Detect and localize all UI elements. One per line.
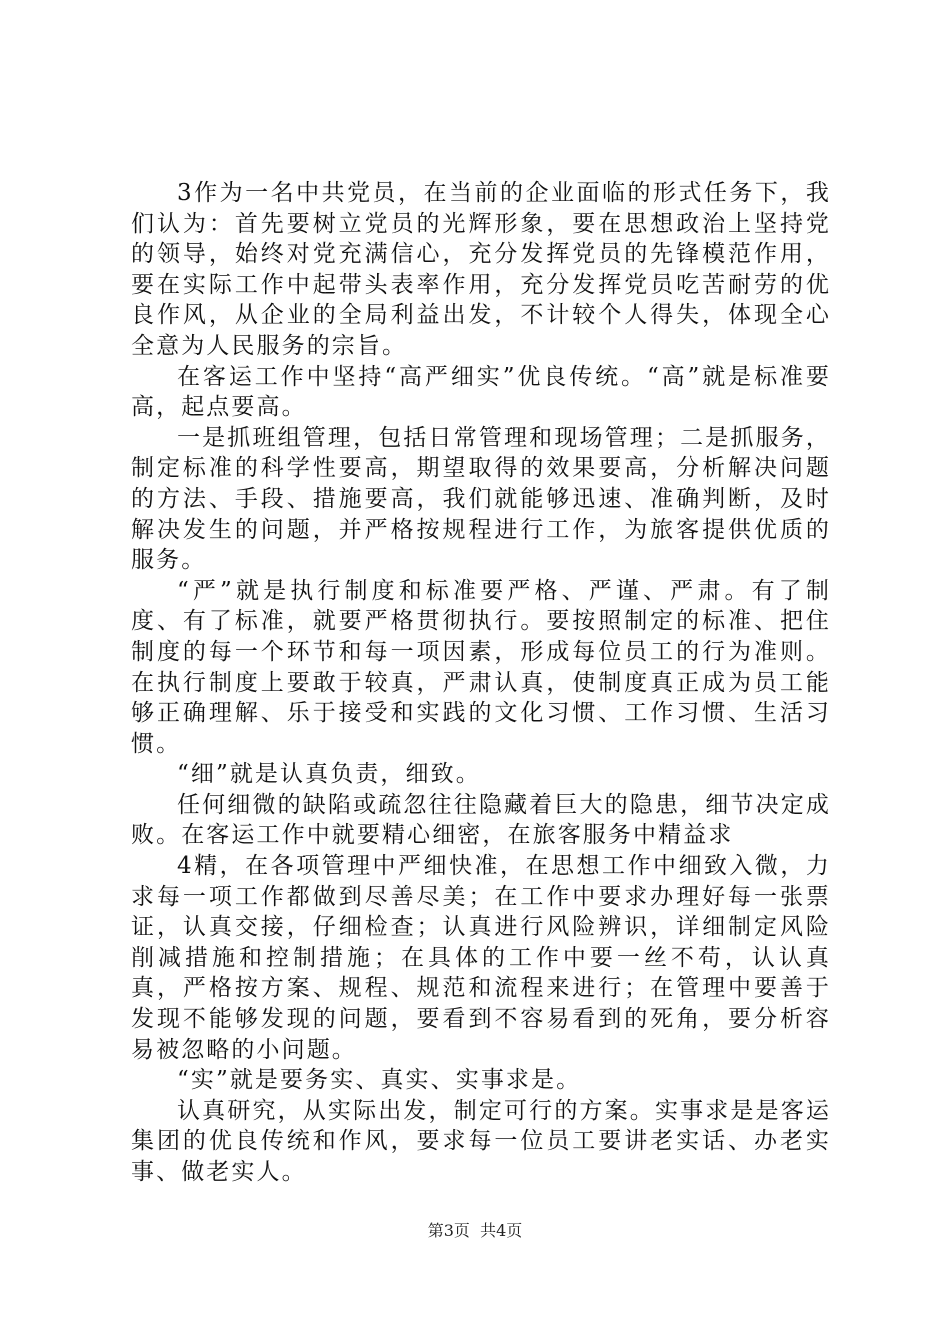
paragraph-practical: 认真研究，从实际出发，制定可行的方案。实事求是是客运集团的优良传统和作风，要求每一位员工要讲老实话、办老实事、做老实人。 — [131, 1097, 831, 1185]
paragraph-meticulous-intro: “细”就是认真负责，细致。 — [177, 761, 481, 788]
page-number-label: 第3页 共4页 — [427, 1221, 523, 1240]
paragraph-precision: 4精，在各项管理中严细快准，在思想工作中细致入微，力求每一项工作都做到尽善尽美；在工作中要求办理好每一张票证，认真交接，仔细检查；认真进行风险辨识，详细制定风险削减措施和控制措施；在具体的工作中要一丝不苟，认认真真，严格按方案、规程、规范和流程来进行；在管理中要善于发现不能够发现的问题，要看到不容易看到的死角，要分析容易被忽略的小问题。 — [131, 853, 831, 1063]
paragraph-high-standard: 一是抓班组管理，包括日常管理和现场管理；二是抓服务，制定标准的科学性要高，期望取得的效果要高，分析解决问题的方法、手段、措施要高，我们就能够迅速、准确判断，及时解决发生的问题，并严格按规程进行工作，为旅客提供优质的服务。 — [131, 424, 831, 574]
paragraph-strict: “严”就是执行制度和标准要严格、严谨、严肃。有了制度、有了标准，就要严格贯彻执行。要按照制定的标准、把住制度的每一个环节和每一项因素，形成每位员工的行为准则。在执行制度上要敢于较真，严肃认真，使制度真正成为员工能够正确理解、乐于接受和实践的文化习惯、工作习惯、生活习惯。 — [131, 577, 831, 757]
paragraph-practical-intro: “实”就是要务实、真实、实事求是。 — [177, 1067, 582, 1094]
paragraph-party-member: 3作为一名中共党员，在当前的企业面临的形式任务下，我们认为：首先要树立党员的光辉形象，要在思想政治上坚持党的领导，始终对党充满信心，充分发挥党员的先锋模范作用，要在实际工作中起带头表率作用，充分发挥党员吃苦耐劳的优良作风，从企业的全局利益出发，不计较个人得失，体现全心全意为人民服务的宗旨。 — [131, 180, 831, 359]
page-footer — [0, 1218, 950, 1241]
paragraph-details: 任何细微的缺陷或疏忽往往隐藏着巨大的隐患，细节决定成败。在客运工作中就要精心细密，在旅客服务中精益求 — [131, 791, 831, 849]
paragraph-tradition-intro: 在客运工作中坚持“高严细实”优良传统。“高”就是标准要高，起点要高。 — [131, 363, 831, 421]
document-body — [131, 178, 831, 1188]
